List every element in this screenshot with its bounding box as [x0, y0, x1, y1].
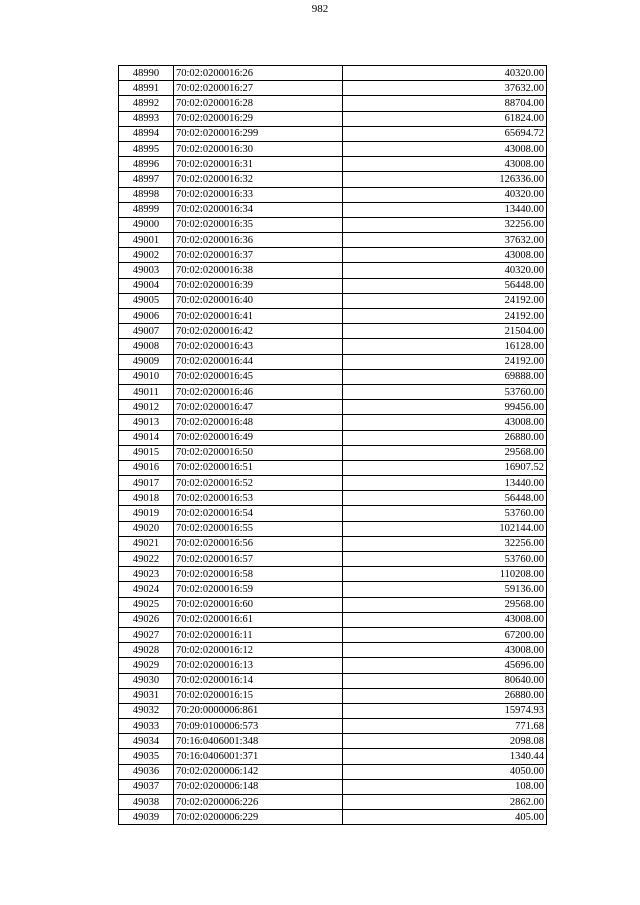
- cadastral-value-table: [118, 65, 547, 825]
- cadastral-number-cell: 70:02:0200016:28: [174, 96, 343, 111]
- table-row: [119, 400, 547, 415]
- row-number-cell: 49022: [119, 552, 174, 567]
- table-row: [119, 521, 547, 536]
- row-number-cell: 49009: [119, 354, 174, 369]
- cadastral-number-cell: 70:02:0200006:142: [174, 764, 343, 779]
- row-number-cell: 49002: [119, 248, 174, 263]
- cadastral-number-cell: 70:02:0200016:29: [174, 111, 343, 126]
- row-number-cell: 48993: [119, 111, 174, 126]
- table-row: [119, 734, 547, 749]
- table-row: [119, 96, 547, 111]
- row-number-cell: 49006: [119, 309, 174, 324]
- cadastral-number-cell: 70:16:0406001:348: [174, 734, 343, 749]
- value-cell: 126336.00: [343, 172, 547, 187]
- row-number-cell: 48991: [119, 81, 174, 96]
- table-row: [119, 248, 547, 263]
- cadastral-number-cell: 70:02:0200016:57: [174, 552, 343, 567]
- row-number-cell: 49003: [119, 263, 174, 278]
- cadastral-number-cell: 70:02:0200016:55: [174, 521, 343, 536]
- cadastral-number-cell: 70:02:0200016:37: [174, 248, 343, 263]
- value-cell: 4050.00: [343, 764, 547, 779]
- cadastral-number-cell: 70:02:0200016:53: [174, 491, 343, 506]
- table-row: [119, 172, 547, 187]
- table-row: [119, 354, 547, 369]
- cadastral-number-cell: 70:02:0200016:15: [174, 688, 343, 703]
- row-number-cell: 48992: [119, 96, 174, 111]
- table-row: [119, 627, 547, 642]
- value-cell: 108.00: [343, 779, 547, 794]
- row-number-cell: 48995: [119, 141, 174, 156]
- row-number-cell: 49037: [119, 779, 174, 794]
- row-number-cell: 48998: [119, 187, 174, 202]
- table-row: [119, 506, 547, 521]
- row-number-cell: 49029: [119, 658, 174, 673]
- row-number-cell: 49013: [119, 415, 174, 430]
- value-cell: 24192.00: [343, 309, 547, 324]
- value-cell: 99456.00: [343, 400, 547, 415]
- row-number-cell: 49034: [119, 734, 174, 749]
- table-row: [119, 217, 547, 232]
- row-number-cell: 49035: [119, 749, 174, 764]
- row-number-cell: 49008: [119, 339, 174, 354]
- table-row: [119, 293, 547, 308]
- table-row: [119, 384, 547, 399]
- table-row: [119, 263, 547, 278]
- value-cell: 43008.00: [343, 612, 547, 627]
- table-row: [119, 430, 547, 445]
- table-row: [119, 278, 547, 293]
- cadastral-number-cell: 70:02:0200016:45: [174, 369, 343, 384]
- value-cell: 29568.00: [343, 445, 547, 460]
- row-number-cell: 49032: [119, 703, 174, 718]
- table-row: [119, 612, 547, 627]
- table-row: [119, 779, 547, 794]
- value-cell: 15974.93: [343, 703, 547, 718]
- value-cell: 45696.00: [343, 658, 547, 673]
- value-cell: 102144.00: [343, 521, 547, 536]
- value-cell: 21504.00: [343, 324, 547, 339]
- row-number-cell: 49023: [119, 567, 174, 582]
- table-row: [119, 643, 547, 658]
- value-cell: 40320.00: [343, 263, 547, 278]
- row-number-cell: 49028: [119, 643, 174, 658]
- row-number-cell: 49017: [119, 476, 174, 491]
- table-row: [119, 536, 547, 551]
- table-row: [119, 309, 547, 324]
- cadastral-number-cell: 70:02:0200016:30: [174, 141, 343, 156]
- row-number-cell: 49024: [119, 582, 174, 597]
- cadastral-number-cell: 70:02:0200016:11: [174, 627, 343, 642]
- row-number-cell: 49038: [119, 795, 174, 810]
- value-cell: 53760.00: [343, 384, 547, 399]
- row-number-cell: 49021: [119, 536, 174, 551]
- table-row: [119, 810, 547, 825]
- row-number-cell: 49026: [119, 612, 174, 627]
- cadastral-number-cell: 70:02:0200016:35: [174, 217, 343, 232]
- row-number-cell: 49018: [119, 491, 174, 506]
- value-cell: 405.00: [343, 810, 547, 825]
- cadastral-number-cell: 70:02:0200016:43: [174, 339, 343, 354]
- value-cell: 29568.00: [343, 597, 547, 612]
- row-number-cell: 49033: [119, 719, 174, 734]
- cadastral-number-cell: 70:02:0200016:46: [174, 384, 343, 399]
- row-number-cell: 49027: [119, 627, 174, 642]
- value-cell: 80640.00: [343, 673, 547, 688]
- cadastral-number-cell: 70:02:0200016:14: [174, 673, 343, 688]
- table-row: [119, 673, 547, 688]
- table-row: [119, 582, 547, 597]
- value-cell: 65694.72: [343, 126, 547, 141]
- value-cell: 32256.00: [343, 217, 547, 232]
- cadastral-number-cell: 70:02:0200016:39: [174, 278, 343, 293]
- value-cell: 43008.00: [343, 415, 547, 430]
- table-row: [119, 491, 547, 506]
- table-row: [119, 703, 547, 718]
- table-row: [119, 476, 547, 491]
- row-number-cell: 49016: [119, 460, 174, 475]
- cadastral-number-cell: 70:02:0200006:148: [174, 779, 343, 794]
- table-row: [119, 688, 547, 703]
- value-cell: 13440.00: [343, 476, 547, 491]
- cadastral-number-cell: 70:02:0200016:38: [174, 263, 343, 278]
- cadastral-number-cell: 70:02:0200016:13: [174, 658, 343, 673]
- table-row: [119, 460, 547, 475]
- cadastral-number-cell: 70:02:0200016:40: [174, 293, 343, 308]
- row-number-cell: 48999: [119, 202, 174, 217]
- value-cell: 88704.00: [343, 96, 547, 111]
- value-cell: 53760.00: [343, 506, 547, 521]
- table-row: [119, 415, 547, 430]
- value-cell: 61824.00: [343, 111, 547, 126]
- table-row: [119, 764, 547, 779]
- value-cell: 56448.00: [343, 278, 547, 293]
- value-cell: 16907.52: [343, 460, 547, 475]
- table-row: [119, 66, 547, 81]
- row-number-cell: 48990: [119, 66, 174, 81]
- value-cell: 67200.00: [343, 627, 547, 642]
- row-number-cell: 49012: [119, 400, 174, 415]
- cadastral-number-cell: 70:02:0200016:52: [174, 476, 343, 491]
- cadastral-number-cell: 70:16:0406001:371: [174, 749, 343, 764]
- value-cell: 32256.00: [343, 536, 547, 551]
- row-number-cell: 49020: [119, 521, 174, 536]
- cadastral-number-cell: 70:02:0200006:226: [174, 795, 343, 810]
- table-row: [119, 202, 547, 217]
- cadastral-number-cell: 70:02:0200016:59: [174, 582, 343, 597]
- value-cell: 40320.00: [343, 66, 547, 81]
- table-row: [119, 445, 547, 460]
- row-number-cell: 49019: [119, 506, 174, 521]
- value-cell: 16128.00: [343, 339, 547, 354]
- table-row: [119, 369, 547, 384]
- value-cell: 43008.00: [343, 643, 547, 658]
- row-number-cell: 49010: [119, 369, 174, 384]
- table-row: [119, 233, 547, 248]
- table-row: [119, 141, 547, 156]
- cadastral-number-cell: 70:02:0200016:61: [174, 612, 343, 627]
- cadastral-number-cell: 70:02:0200016:58: [174, 567, 343, 582]
- row-number-cell: 49039: [119, 810, 174, 825]
- cadastral-number-cell: 70:02:0200016:41: [174, 309, 343, 324]
- cadastral-number-cell: 70:02:0200016:32: [174, 172, 343, 187]
- value-cell: 2862.00: [343, 795, 547, 810]
- table-row: [119, 126, 547, 141]
- cadastral-number-cell: 70:02:0200016:50: [174, 445, 343, 460]
- table-row: [119, 339, 547, 354]
- cadastral-number-cell: 70:02:0200016:299: [174, 126, 343, 141]
- cadastral-number-cell: 70:02:0200016:49: [174, 430, 343, 445]
- cadastral-number-cell: 70:02:0200016:33: [174, 187, 343, 202]
- cadastral-number-cell: 70:02:0200016:60: [174, 597, 343, 612]
- cadastral-number-cell: 70:02:0200016:36: [174, 233, 343, 248]
- value-cell: 26880.00: [343, 688, 547, 703]
- row-number-cell: 49025: [119, 597, 174, 612]
- row-number-cell: 48994: [119, 126, 174, 141]
- cadastral-number-cell: 70:02:0200016:34: [174, 202, 343, 217]
- value-cell: 43008.00: [343, 141, 547, 156]
- row-number-cell: 49036: [119, 764, 174, 779]
- value-cell: 24192.00: [343, 354, 547, 369]
- cadastral-number-cell: 70:02:0200016:48: [174, 415, 343, 430]
- table-row: [119, 111, 547, 126]
- value-cell: 13440.00: [343, 202, 547, 217]
- row-number-cell: 49000: [119, 217, 174, 232]
- cadastral-number-cell: 70:02:0200016:56: [174, 536, 343, 551]
- cadastral-number-cell: 70:09:0100006:573: [174, 719, 343, 734]
- value-cell: 771.68: [343, 719, 547, 734]
- row-number-cell: 49001: [119, 233, 174, 248]
- row-number-cell: 49005: [119, 293, 174, 308]
- cadastral-number-cell: 70:02:0200006:229: [174, 810, 343, 825]
- cadastral-number-cell: 70:02:0200016:26: [174, 66, 343, 81]
- table-row: [119, 81, 547, 96]
- value-cell: 43008.00: [343, 248, 547, 263]
- row-number-cell: 48996: [119, 157, 174, 172]
- table-body: [119, 66, 547, 825]
- table-row: [119, 324, 547, 339]
- table-row: [119, 795, 547, 810]
- value-cell: 2098.08: [343, 734, 547, 749]
- row-number-cell: 49011: [119, 384, 174, 399]
- table-row: [119, 719, 547, 734]
- table-row: [119, 567, 547, 582]
- value-cell: 37632.00: [343, 233, 547, 248]
- value-cell: 37632.00: [343, 81, 547, 96]
- value-cell: 40320.00: [343, 187, 547, 202]
- value-cell: 56448.00: [343, 491, 547, 506]
- cadastral-number-cell: 70:20:0000006:861: [174, 703, 343, 718]
- row-number-cell: 49014: [119, 430, 174, 445]
- table-row: [119, 187, 547, 202]
- cadastral-number-cell: 70:02:0200016:27: [174, 81, 343, 96]
- page-number: 982: [311, 3, 329, 15]
- row-number-cell: 49031: [119, 688, 174, 703]
- value-cell: 1340.44: [343, 749, 547, 764]
- table-row: [119, 749, 547, 764]
- row-number-cell: 49015: [119, 445, 174, 460]
- value-cell: 43008.00: [343, 157, 547, 172]
- cadastral-number-cell: 70:02:0200016:44: [174, 354, 343, 369]
- value-cell: 59136.00: [343, 582, 547, 597]
- row-number-cell: 49004: [119, 278, 174, 293]
- value-cell: 26880.00: [343, 430, 547, 445]
- row-number-cell: 48997: [119, 172, 174, 187]
- cadastral-number-cell: 70:02:0200016:51: [174, 460, 343, 475]
- value-cell: 69888.00: [343, 369, 547, 384]
- cadastral-number-cell: 70:02:0200016:54: [174, 506, 343, 521]
- value-cell: 110208.00: [343, 567, 547, 582]
- table-row: [119, 658, 547, 673]
- cadastral-number-cell: 70:02:0200016:31: [174, 157, 343, 172]
- value-cell: 24192.00: [343, 293, 547, 308]
- cadastral-number-cell: 70:02:0200016:12: [174, 643, 343, 658]
- cadastral-number-cell: 70:02:0200016:47: [174, 400, 343, 415]
- value-cell: 53760.00: [343, 552, 547, 567]
- row-number-cell: 49007: [119, 324, 174, 339]
- table-row: [119, 597, 547, 612]
- table-row: [119, 157, 547, 172]
- cadastral-number-cell: 70:02:0200016:42: [174, 324, 343, 339]
- row-number-cell: 49030: [119, 673, 174, 688]
- table-row: [119, 552, 547, 567]
